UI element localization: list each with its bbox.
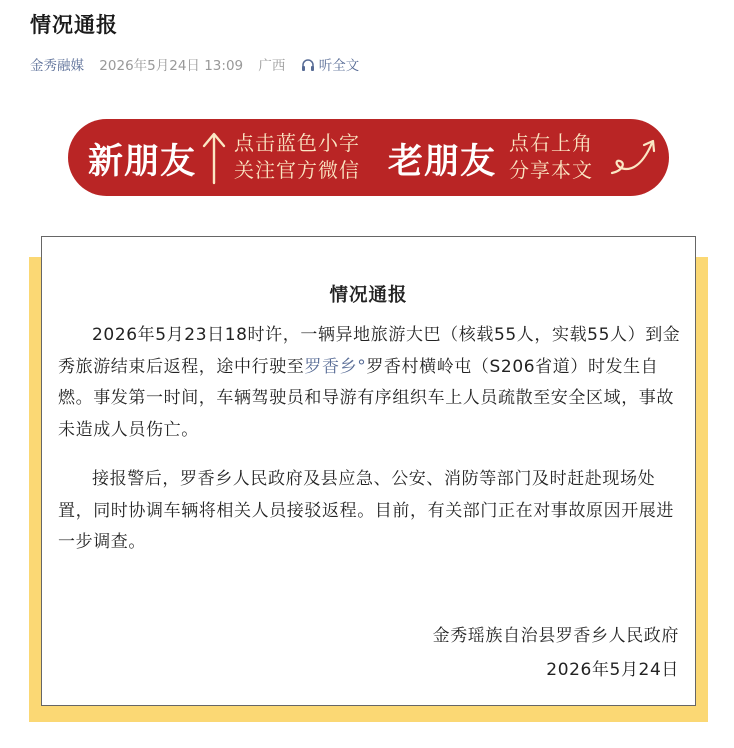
p1-text-end: 罗香村横岭屯（S206省道）时发生自燃。事发第一时间，车辆驾驶员和导游有序组织车上人员疏散至安全区域，事故未造成人员伤亡。 — [58, 356, 674, 440]
new-friend-line-2: 关注官方微信 — [234, 158, 360, 182]
headphones-icon — [301, 58, 315, 72]
article-meta — [30, 54, 381, 74]
publish-location: 广西 — [258, 58, 286, 74]
notice-paragraph-1 — [58, 320, 685, 446]
article-title: 情况通报 — [30, 13, 118, 37]
old-friend-instructions — [509, 130, 593, 184]
old-friend-line-2: 分享本文 — [509, 158, 593, 182]
publish-datetime: 2026年5月24日 13:09 — [99, 58, 244, 74]
notice-date: 2026年5月24日 — [546, 660, 679, 680]
follow-share-banner[interactable] — [68, 119, 669, 196]
new-friend-label: 新朋友 — [88, 142, 197, 182]
new-friend-line-1: 点击蓝色小字 — [234, 131, 360, 155]
listen-label: 听全文 — [318, 58, 360, 74]
listen-button[interactable] — [301, 58, 371, 74]
notice-paragraph-2: 接报警后，罗香乡人民政府及县应急、公安、消防等部门及时赶赴现场处置，同时协调车辆将相关人员接驳返程。目前，有关部门正在对事故原因开展进一步调查。 — [58, 469, 674, 552]
notice-heading: 情况通报 — [329, 285, 408, 306]
old-friend-line-1: 点右上角 — [509, 131, 593, 155]
arrow-up-icon — [201, 131, 227, 185]
issuing-organization: 金秀瑶族自治县罗香乡人民政府 — [432, 626, 679, 646]
new-friend-instructions — [234, 130, 360, 184]
p1-text-start: 2026年5月23日18时许，一辆异地旅游大巴（核载55人，实载55人）到金秀旅游结束后返程，途中行驶至 — [58, 325, 681, 377]
curved-arrow-icon — [608, 135, 658, 179]
account-name-link[interactable]: 金秀融媒 — [30, 58, 84, 74]
location-link[interactable]: 罗香乡° — [304, 356, 367, 377]
notice-card — [41, 236, 696, 706]
old-friend-label: 老朋友 — [388, 142, 497, 182]
